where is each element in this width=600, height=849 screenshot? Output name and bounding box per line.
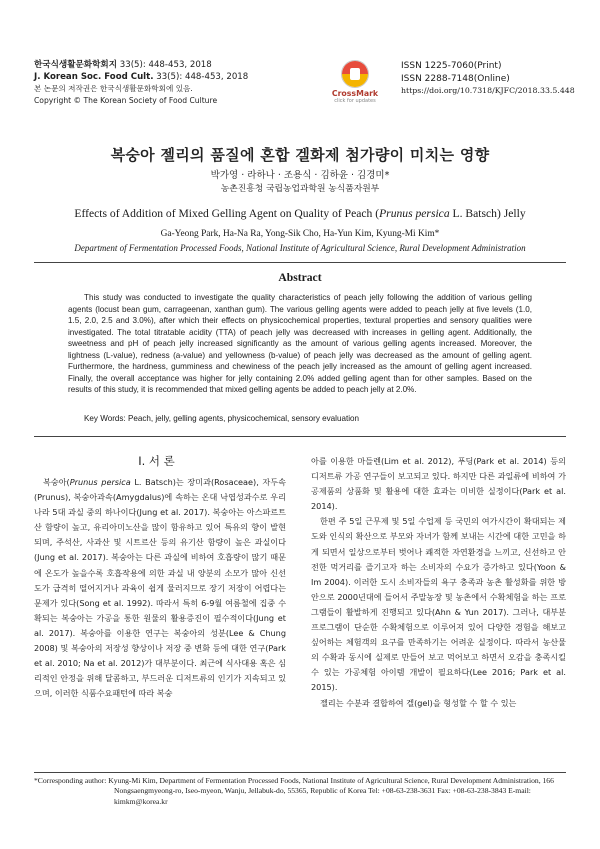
body-left-column <box>34 475 286 701</box>
left-p1-rest: L. Batsch)는 장미과(Rosaceae), 자두속(Prunus), 복숭아과속(Amygdalus)에 속하는 온대 낙엽성과수로 우리나라 5대 과실 중의 하나이다(Jung et al. 2017). 복숭아는 아스파르트산 함량이 높고, 유리아미노산을 많이 함유하고 있어 특유의 향이 발현되며, 주석산, 사과산 및 시트르산 등의 유기산 함량이 높은 과실이다(Jung et al. 2017). 복숭아는 다른 과실에 비하여 호흡량이 많기 때문에 온도가 높을수록 호흡작용에 의한 과실 내 양분의 소모가 많아 신선도가 급격히 떨어지거나 과육이 쉽게 물러지므로 장기 저장이 어렵다는 문제가 있다(Song et al. 1992). 따라서 특히 6-9월 여름철에 집중 수확되는 복숭아는 가공을 통한 원물의 활용증진이 필수적이다(Jung et al. 2017). 복숭아를 이용한 연구는 복숭아의 성분(Lee & Chung 2008) 및 복숭아의 저장성 향상이나 저장 중 변화 등에 대한 연구(Park et al. 2010; Na et al. 2012)가 대부분이다. 최근에 식사대용 혹은 심리적인 안정을 위해 달콤하고, 부드러운 디저트류의 인기가 지속되고 있으며, 이러한 식품수요패턴에 따라 복숭 <box>34 477 286 699</box>
keywords-label: Key Words: <box>84 414 126 423</box>
footnote <box>34 776 566 807</box>
right-paragraph-1: 아를 이용한 마들렌(Lim et al. 2012), 푸딩(Park et al. 2014) 등의 디저트류 가공 연구들이 보고되고 있다. 하지만 다른 과일류에 비하여 가공제품의 상품화 및 활용에 대한 효과는 미비한 실정이다(Park et al. 2014). <box>311 456 566 512</box>
crossmark-badge[interactable] <box>325 60 385 104</box>
divider-top <box>34 262 566 263</box>
divider-abstract <box>34 436 566 437</box>
authors-korean: 박가영 · 라하나 · 조용식 · 김하윤 · 김경미* <box>210 170 390 181</box>
left-paragraph-1 <box>34 475 286 701</box>
issn-print: ISSN 1225-7060(Print) <box>401 61 502 71</box>
footnote-label: *Corresponding author: <box>34 776 107 785</box>
keywords <box>84 414 532 423</box>
footnote-text: Kyung-Mi Kim, Department of Fermentation Processed Foods, National Institute of Agricultural Science, Rural Development Administration, 166 Nongsaengmyeong-ro, Iseo-myeon, Wanju, Jellabuk-do, 55365, Republic of Korea Tel: +08-63-238-3631 Fax: +08-63-238-3843 E-mail: kimkm@korea.kr <box>108 776 554 806</box>
right-paragraph-3: 젤리는 수분과 결합하여 겔(gel)을 형성할 수 할 수 있는 <box>320 697 517 708</box>
copyright-en: Copyright © The Korean Society of Food Culture <box>34 95 218 105</box>
title-korean: 복숭아 젤리의 품질에 혼합 겔화제 첨가량이 미치는 영향 <box>110 146 490 164</box>
authors-english: Ga-Yeong Park, Ha-Na Ra, Yong-Sik Cho, Ha-Yun Kim, Kyung-Mi Kim* <box>160 229 440 239</box>
journal-issue-kr: 33(5): 448-453, 2018 <box>119 60 212 70</box>
journal-name-kr: 한국식생활문화학회지 <box>34 60 118 70</box>
title-en-species: Prunus persica <box>379 207 450 220</box>
journal-issue-en: 33(5): 448-453, 2018 <box>156 71 249 82</box>
left-p1-start: 복숭아( <box>43 477 70 487</box>
issn-online: ISSN 2288-7148(Online) <box>401 73 510 84</box>
issn-block <box>401 60 575 98</box>
journal-name-en: J. Korean Soc. Food Cult. <box>34 71 154 82</box>
footnote-divider <box>34 772 566 773</box>
body-right-column <box>311 454 566 711</box>
right-paragraph-2: 한편 주 5일 근무제 및 5일 수업제 등 국민의 여가시간이 확대되는 제도와 인식의 확산으로 부모와 자녀가 함께 보내는 시간에 대한 고민을 하게 되면서 일상으로부터 벗어나 쾌적한 자연환경을 느끼고, 신선하고 안전한 먹거리를 즐기고자 하는 소비자의 수요가 증가하고 있다(Yoon & Im 2004). 이러한 도시 소비자들의 욕구 충족과 농촌 활성화를 위한 방안으로 2000년대에 들어서 주말농장 및 농촌에서 수확체험을 하는 프로그램들이 활발하게 진행되고 있다(Ahn & Yun 2017). 그러나, 대부분 프로그램이 단순한 수확체험으로 이루어져 있어 다양한 경험을 해보고 싶어하는 체험객의 요구를 만족하기는 어려운 실정이다. 따라서 농산물의 수확과 동시에 실제로 만들어 보고 먹어보고 하면서 오감을 충족시킬 수 있는 가공체험 아이템 개발이 필요하다(Lee 2016; Park et al. 2015). <box>311 516 566 693</box>
crossmark-icon <box>341 60 369 88</box>
crossmark-label: CrossMark <box>331 89 379 98</box>
crossmark-sub: click for updates <box>334 98 376 104</box>
title-en-part1: Effects of Addition of Mixed Gelling Agent on Quality of Peach ( <box>74 207 380 220</box>
title-en-part2: L. Batsch) Jelly <box>449 207 526 220</box>
keywords-text: Peach, jelly, gelling agents, physicochemical, sensory evaluation <box>127 414 360 423</box>
doi-link[interactable]: https://doi.org/10.7318/KJFC/2018.33.5.448 <box>401 86 575 95</box>
section-heading: I. 서 론 <box>138 454 175 468</box>
abstract-body: This study was conducted to investigate the quality characteristics of peach jelly following the addition of various gelling agents (locust bean gum, carrageenan, xanthan gum). The various gelling agents were added to peach jelly at five levels (1.0, 1.5, 2.0, 2.5 and 3.0%), after which their effects on physicochemical properties, textural properties and sensory qualities were investigated. The total titratable acidity (TTA) of peach jelly was decreased with increases in gelling agent. Additionally, the sweetness and pH of peach jelly increased significantly as the amount of various gelling agents increased. Moreover, the lightness (L-value), redness (a-value) and yellowness (b-value) of peach jelly was decreased as the amount of gelling agent. Furthermore, the hardness, gumminess and chewiness of the peach jelly increased as the amount of gelling agent increased. Finally, the overall acceptance was higher for jelly containing 2.0% added gelling agent than for other samples. Based on the results of this study, it is recommended that mixed gelling agents be added to peach jelly at 2.0%. <box>68 293 532 395</box>
left-p1-species: Prunus persica <box>69 477 131 487</box>
affiliation-english: Department of Fermentation Processed Foods, National Institute of Agricultural Science, Rural Development Administration <box>74 243 526 253</box>
abstract-heading: Abstract <box>278 271 322 284</box>
copyright-kr: 본 논문의 저작권은 한국식생활문화학회에 있음. <box>34 84 193 93</box>
journal-info <box>34 60 248 106</box>
title-english <box>0 207 600 220</box>
affiliation-korean: 농촌진흥청 국립농업과학원 농식품자원부 <box>220 184 380 194</box>
